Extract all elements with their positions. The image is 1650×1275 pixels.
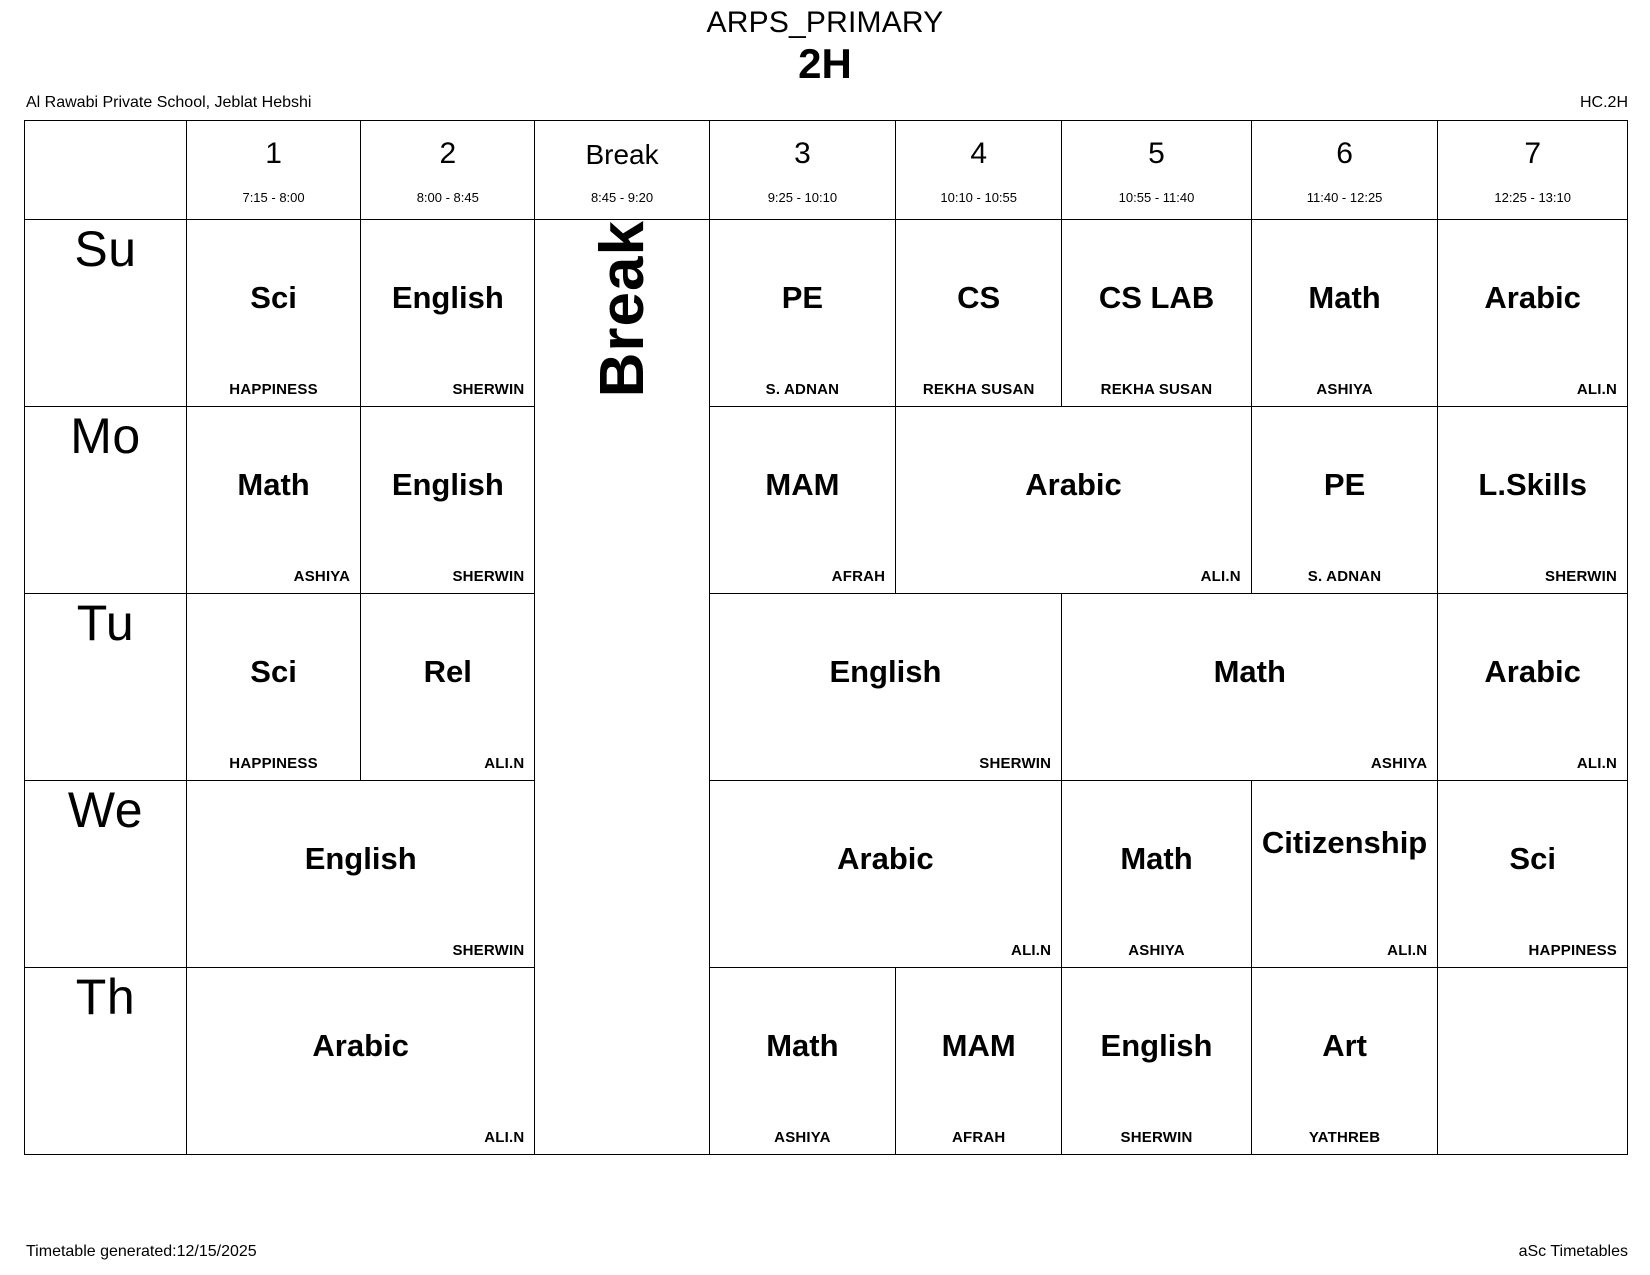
lesson-teacher: ASHIYA — [1370, 755, 1428, 773]
period-number: 4 — [970, 137, 988, 171]
lesson-teacher: HAPPINESS — [229, 381, 318, 399]
lesson-subject: Arabic — [1025, 467, 1122, 503]
lesson-teacher: ASHIYA — [1316, 381, 1373, 399]
lesson-teacher: ALI.N — [1200, 568, 1241, 586]
lesson-subject: MAM — [941, 1028, 1016, 1064]
lesson-subject: Arabic — [837, 841, 934, 877]
lesson-teacher: SHERWIN — [452, 568, 525, 586]
lesson-teacher: AFRAH — [951, 1129, 1006, 1147]
lesson-subject: Math — [237, 467, 310, 503]
lesson — [187, 594, 360, 780]
brand-label: aSc Timetables — [1518, 1243, 1628, 1260]
lesson — [710, 407, 896, 593]
lesson-subject: L.Skills — [1478, 467, 1587, 503]
period-time: 8:00 - 8:45 — [416, 190, 479, 206]
lesson-cell-tu-5[interactable] — [1062, 594, 1438, 781]
table-row — [25, 594, 1628, 781]
lesson-subject: CS LAB — [1098, 280, 1215, 316]
lesson-subject: English — [304, 841, 417, 877]
lesson — [710, 781, 1062, 967]
period-header-7 — [1438, 121, 1628, 220]
lesson-teacher: SHERWIN — [452, 942, 525, 960]
class-title: 2H — [798, 40, 852, 87]
period-header-4 — [896, 121, 1062, 220]
lesson-subject: Arabic — [1484, 280, 1581, 316]
lesson — [1252, 407, 1438, 593]
lesson-cell-tu-7[interactable] — [1438, 594, 1628, 781]
lesson-subject: Sci — [1509, 841, 1556, 877]
period-number: 7 — [1524, 137, 1542, 171]
lesson — [1438, 220, 1627, 406]
period-number: 6 — [1336, 137, 1353, 171]
lesson-teacher: SHERWIN — [1120, 1129, 1193, 1147]
lesson — [187, 968, 534, 1154]
lesson-cell-mo-1[interactable] — [186, 407, 360, 594]
day-label-we: We — [25, 781, 187, 968]
lesson-cell-th-5[interactable] — [1062, 968, 1252, 1155]
period-number: 1 — [265, 137, 282, 171]
lesson — [1252, 968, 1438, 1154]
lesson-teacher: SHERWIN — [452, 381, 525, 399]
lesson-subject: PE — [781, 280, 824, 316]
lesson — [1438, 594, 1627, 780]
footer — [0, 1243, 1650, 1267]
lesson-teacher: HAPPINESS — [229, 755, 318, 773]
table-row — [25, 968, 1628, 1155]
lesson-subject: Math — [1120, 841, 1193, 877]
period-time: 10:10 - 10:55 — [940, 190, 1017, 206]
period-header-1 — [186, 121, 360, 220]
lesson-cell-su-6[interactable] — [1251, 220, 1438, 407]
lesson-teacher: AFRAH — [831, 568, 886, 586]
page-title: ARPS_PRIMARY — [706, 6, 944, 39]
lesson — [896, 407, 1251, 593]
lesson — [187, 220, 360, 406]
break-vertical-label: Break — [587, 220, 657, 398]
lesson-subject: MAM — [765, 467, 840, 503]
lesson-teacher: ALI.N — [1576, 755, 1617, 773]
lesson-subject: Arabic — [1484, 654, 1581, 690]
period-header-3 — [709, 121, 896, 220]
lesson — [896, 968, 1061, 1154]
lesson-cell-su-2[interactable] — [361, 220, 535, 407]
lesson-subject: Rel — [423, 654, 472, 690]
lesson-subject: Sci — [250, 654, 297, 690]
lesson-subject: Math — [766, 1028, 839, 1064]
lesson — [187, 781, 534, 967]
period-header-row — [25, 121, 1628, 220]
lesson — [361, 594, 534, 780]
lesson-teacher: HAPPINESS — [1528, 942, 1617, 960]
lesson-cell-su-1[interactable] — [186, 220, 360, 407]
lesson-subject: PE — [1323, 467, 1366, 503]
period-time: 11:40 - 12:25 — [1306, 190, 1383, 206]
lesson-cell-th-3[interactable] — [709, 968, 896, 1155]
lesson-teacher: S. ADNAN — [1307, 568, 1382, 586]
lesson-subject: Math — [1308, 280, 1381, 316]
lesson — [1062, 594, 1437, 780]
lesson-cell-th-4[interactable] — [896, 968, 1062, 1155]
lesson-cell-th-1[interactable] — [186, 968, 534, 1155]
lesson-cell-su-7[interactable] — [1438, 220, 1628, 407]
lesson-teacher: S. ADNAN — [765, 381, 840, 399]
period-number: 5 — [1148, 137, 1165, 171]
lesson-subject: English — [391, 467, 504, 503]
timetable — [24, 120, 1628, 1155]
lesson-cell-th-6[interactable] — [1251, 968, 1438, 1155]
lesson — [710, 220, 896, 406]
lesson — [1062, 968, 1251, 1154]
lesson — [1438, 407, 1627, 593]
lesson-teacher: REKHA SUSAN — [922, 381, 1035, 399]
lesson-teacher: ASHIYA — [774, 1129, 831, 1147]
lesson-teacher: ALI.N — [1387, 942, 1428, 960]
lesson-cell-su-4[interactable] — [896, 220, 1062, 407]
subheader — [0, 94, 1650, 116]
lesson — [896, 220, 1061, 406]
lesson-cell-mo-7[interactable] — [1438, 407, 1628, 594]
lesson-cell-su-5[interactable] — [1062, 220, 1252, 407]
lesson-cell-mo-4[interactable] — [896, 407, 1252, 594]
lesson-teacher: YATHREB — [1308, 1129, 1381, 1147]
lesson-cell-tu-3[interactable] — [709, 594, 1062, 781]
period-header-5 — [1062, 121, 1252, 220]
table-row — [25, 407, 1628, 594]
lesson — [1062, 220, 1251, 406]
lesson-subject: English — [829, 654, 942, 690]
period-header-6 — [1251, 121, 1438, 220]
lesson-cell-we-1[interactable] — [186, 781, 534, 968]
lesson-teacher: ALI.N — [1011, 942, 1052, 960]
table-row — [25, 781, 1628, 968]
period-header-2 — [361, 121, 535, 220]
lesson-subject: English — [391, 280, 504, 316]
lesson-cell-we-6[interactable] — [1251, 781, 1438, 968]
table-row — [25, 220, 1628, 407]
lesson — [710, 968, 896, 1154]
period-number: 2 — [439, 137, 457, 171]
lesson-cell-tu-2[interactable] — [361, 594, 535, 781]
lesson-subject: Citizenship — [1261, 825, 1428, 861]
lesson-teacher: ASHIYA — [293, 568, 351, 586]
period-time: 9:25 - 10:10 — [767, 190, 838, 206]
corner-cell — [25, 121, 187, 220]
generated-date: Timetable generated:12/15/2025 — [26, 1243, 257, 1260]
lesson — [361, 220, 534, 406]
lesson-cell-mo-2[interactable] — [361, 407, 535, 594]
lesson — [187, 407, 360, 593]
lesson-cell-we-3[interactable] — [709, 781, 1062, 968]
lesson-teacher: ALI.N — [1576, 381, 1617, 399]
lesson-subject: Math — [1213, 654, 1286, 690]
lesson-teacher: REKHA SUSAN — [1100, 381, 1213, 399]
lesson — [1438, 781, 1627, 967]
period-number: 3 — [794, 137, 811, 171]
lesson-subject: CS — [957, 280, 1001, 316]
day-label-su: Su — [25, 220, 187, 407]
period-header-break — [535, 121, 709, 220]
school-name: Al Rawabi Private School, Jeblat Hebshi — [26, 94, 312, 112]
lesson-cell-th-7-empty — [1438, 968, 1628, 1155]
lesson — [1252, 781, 1438, 967]
lesson — [361, 407, 534, 593]
lesson-teacher: SHERWIN — [979, 755, 1052, 773]
break-column-cell — [535, 220, 709, 1155]
lesson-teacher: ASHIYA — [1128, 942, 1185, 960]
day-label-th: Th — [25, 968, 187, 1155]
lesson-cell-we-7[interactable] — [1438, 781, 1628, 968]
lesson — [1062, 781, 1251, 967]
lesson-subject: Art — [1322, 1028, 1367, 1064]
lesson-cell-we-5[interactable] — [1062, 781, 1252, 968]
lesson-cell-tu-1[interactable] — [186, 594, 360, 781]
lesson-cell-mo-6[interactable] — [1251, 407, 1438, 594]
day-label-mo: Mo — [25, 407, 187, 594]
lesson-subject: Sci — [250, 280, 297, 316]
lesson — [1252, 220, 1438, 406]
class-code: HC.2H — [1579, 94, 1628, 112]
lesson-cell-su-3[interactable] — [709, 220, 896, 407]
lesson — [710, 594, 1062, 780]
lesson-subject: Arabic — [312, 1028, 409, 1064]
lesson-teacher: ALI.N — [484, 755, 525, 773]
period-time: 12:25 - 13:10 — [1494, 190, 1571, 206]
period-time: 7:15 - 8:00 — [242, 190, 305, 206]
lesson-teacher: ALI.N — [484, 1129, 525, 1147]
lesson-subject: English — [1100, 1028, 1213, 1064]
break-label: Break — [585, 139, 659, 171]
lesson-teacher: SHERWIN — [1545, 568, 1617, 586]
period-time: 10:55 - 11:40 — [1118, 190, 1195, 206]
lesson-cell-mo-3[interactable] — [709, 407, 896, 594]
break-time: 8:45 - 9:20 — [590, 190, 654, 206]
day-label-tu: Tu — [25, 594, 187, 781]
